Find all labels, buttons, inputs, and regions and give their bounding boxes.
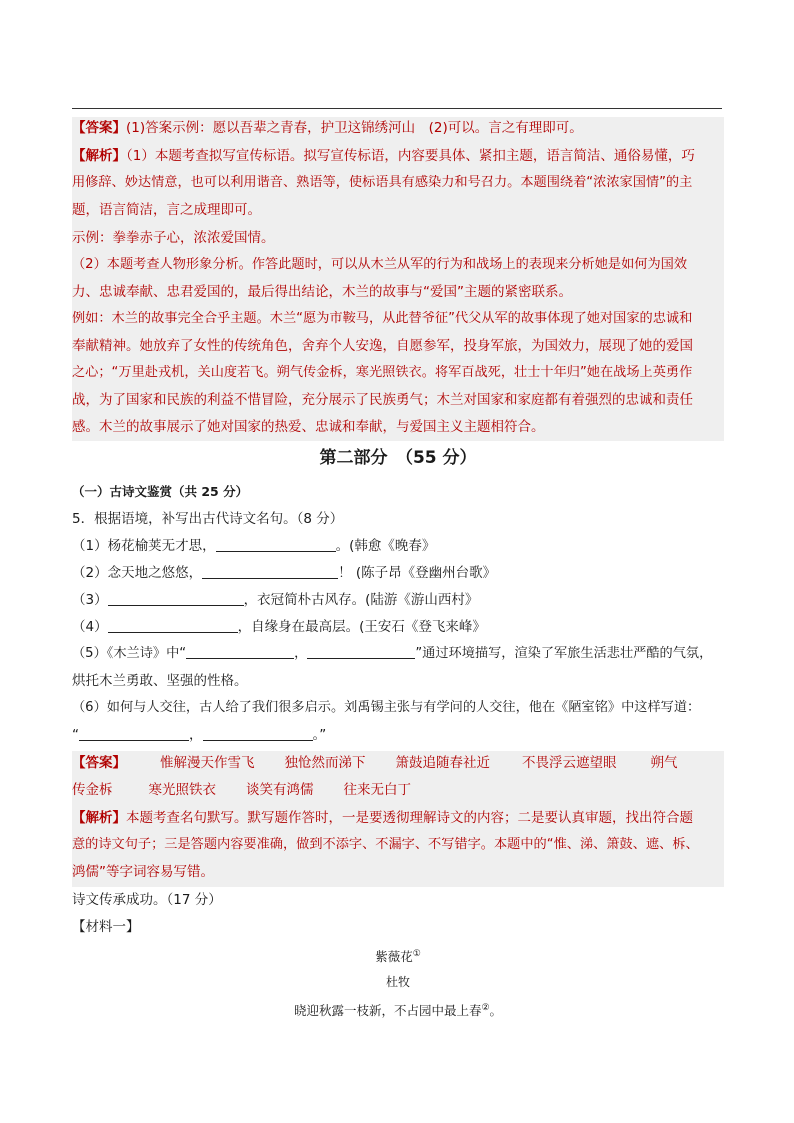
q5-item-6-line-2 bbox=[72, 725, 326, 745]
answer-2-item: 谈笑有鸿儒 bbox=[246, 782, 314, 798]
analysis-1-line-6: 例如：木兰的故事完全合乎主题。木兰“愿为市鞍马，从此替爷征”代父从军的故事体现了她对国家的忠诚和 bbox=[72, 311, 693, 326]
q5-item-4-pre: （4） bbox=[72, 619, 108, 635]
analysis-1-line-2: 题，语言简洁，言之成理即可。 bbox=[72, 202, 261, 218]
q5-item-6-mid: ， bbox=[189, 727, 203, 743]
analysis-2-text-0: 本题考查名句默写。默写题作答时，一是要透彻理解诗文的内容；二是要认真审题，找出符合题 bbox=[126, 810, 693, 826]
poem-line-1-end: 。 bbox=[489, 1003, 503, 1019]
answer-1-text: (1)答案示例：愿以吾辈之青春，护卫这锦绣河山 (2)可以。言之有理即可。 bbox=[126, 120, 583, 136]
q5-item-3-pre: （3） bbox=[72, 592, 108, 608]
answer-blank[interactable] bbox=[108, 591, 244, 606]
analysis-2-line-2: 鸿儒”等字词容易写错。 bbox=[72, 864, 214, 880]
poem-line-1-text: 晓迎秋露一枝新，不占园中最上春 bbox=[293, 1003, 482, 1019]
answer-2-row-2 bbox=[72, 780, 411, 800]
question-5-stem: 5．根据语境，补写出古代诗文名句。（8 分） bbox=[72, 511, 344, 527]
answer-2-item: 寒光照铁衣 bbox=[148, 782, 216, 798]
question-6-stem: 诗文传承成功。（17 分） bbox=[72, 892, 222, 908]
q5-item-6-open: “ bbox=[72, 727, 79, 743]
q5-item-6-close: 。” bbox=[312, 727, 327, 743]
answer-blank[interactable] bbox=[108, 618, 238, 633]
answer-2-item: 不畏浮云遮望眼 bbox=[522, 755, 617, 771]
q5-item-1-pre: （1）杨花榆荚无才思， bbox=[72, 538, 216, 554]
answer-1 bbox=[72, 118, 583, 138]
analysis-1-line-8: 之心；“万里赴戎机，关山度若飞。朔气传金柝，寒光照铁衣。将军百战死，壮士十年归”她在战场上英勇作 bbox=[72, 365, 693, 380]
analysis-1-line-5: 力、忠诚奉献、忠君爱国的，最后得出结论，木兰的故事与“爱国”主题的紧密联系。 bbox=[72, 284, 572, 300]
q5-item-2-post: ！ (陈子昂《登幽州台歌》 bbox=[338, 565, 497, 581]
top-divider bbox=[72, 108, 722, 109]
poem-line-1 bbox=[72, 998, 724, 1021]
q5-item-4-post: ，自缘身在最高层。(王安石《登飞来峰》 bbox=[237, 619, 486, 635]
answer-2-row-1 bbox=[72, 753, 678, 773]
answer-blank[interactable] bbox=[203, 726, 313, 741]
q5-item-3 bbox=[72, 590, 478, 610]
material-1-label: 【材料一】 bbox=[72, 919, 140, 935]
answer-blank[interactable] bbox=[186, 644, 294, 659]
analysis-tag: 【解析】 bbox=[72, 810, 126, 826]
answer-2-item: 朔气 bbox=[650, 755, 678, 771]
analysis-1-line-10: 感。木兰的故事展示了她对国家的热爱、忠诚和奉献，与爱国主义主题相符合。 bbox=[72, 419, 545, 435]
q5-item-3-post: ，衣冠简朴古风存。(陆游《游山西村》 bbox=[243, 592, 479, 608]
q5-item-1-post: 。(韩愈《晚春》 bbox=[335, 538, 436, 554]
analysis-1-line-9: 战，为了国家和民族的利益不惜冒险，充分展示了民族勇气；木兰对国家和家庭都有着强烈的忠诚和责任 bbox=[72, 392, 693, 408]
analysis-1-line-1: 用修辞、妙达情意，也可以利用谐音、熟语等，使标语具有感染力和号召力。本题围绕着“浓浓家国情”的主 bbox=[72, 175, 693, 190]
q5-item-5-post: ”通过环境描写，渲染了军旅生活悲壮严酷的气氛， bbox=[415, 646, 713, 661]
poem-author: 杜牧 bbox=[385, 975, 410, 989]
analysis-1-line-0 bbox=[72, 146, 695, 166]
analysis-tag: 【解析】 bbox=[72, 148, 126, 164]
q5-item-5-mid: ， bbox=[294, 646, 308, 661]
answer-2-item: 箫鼓追随春社近 bbox=[395, 755, 490, 771]
analysis-1-line-3: 示例：拳拳赤子心，浓浓爱国情。 bbox=[72, 230, 275, 246]
footnote-mark: ① bbox=[412, 949, 421, 959]
analysis-2-line-1: 意的诗文句子；三是答题内容要准确，做到不添字、不漏字、不写错字。本题中的“惟、涕、箫鼓、遮、柝、 bbox=[72, 837, 699, 852]
analysis-1-text-0: （1）本题考查拟写宣传标语。拟写宣传标语，内容要具体、紧扣主题，语言简洁、通俗易懂，巧 bbox=[126, 148, 695, 164]
answer-2-item: 惟解漫天作雪飞 bbox=[160, 755, 255, 771]
answer-2-item: 独怆然而涕下 bbox=[284, 755, 366, 771]
answer-tag: 【答案】 bbox=[72, 120, 126, 136]
analysis-1-line-7: 奉献精神。她放弃了女性的传统角色，舍弃个人安逸，自愿参军，投身军旅，为国效力，展现了她的爱国 bbox=[72, 338, 693, 354]
q5-item-6: （6）如何与人交往，古人给了我们很多启示。刘禹锡主张与有学问的人交往，他在《陋室铭》中这样写道： bbox=[72, 700, 701, 715]
analysis-2-line-0 bbox=[72, 808, 693, 828]
answer-blank[interactable] bbox=[307, 644, 415, 659]
q5-item-2-pre: （2）念天地之悠悠， bbox=[72, 565, 203, 581]
part-2-title: 第二部分 （55 分） bbox=[319, 448, 477, 468]
poem-title-text: 紫薇花 bbox=[375, 949, 413, 965]
section-1-title: （一）古诗文鉴赏（共 25 分） bbox=[72, 484, 249, 499]
answer-blank[interactable] bbox=[216, 537, 336, 552]
answer-blank[interactable] bbox=[79, 726, 189, 741]
poem-title bbox=[72, 944, 724, 967]
answer-tag: 【答案】 bbox=[72, 755, 126, 771]
analysis-1-line-4: （2）本题考查人物形象分析。作答此题时，可以从木兰从军的行为和战场上的表现来分析她是如何为国效 bbox=[72, 257, 688, 272]
q5-item-5-pre: （5）《木兰诗》中“ bbox=[72, 646, 187, 661]
footnote-mark: ② bbox=[481, 1003, 490, 1013]
q5-item-2 bbox=[72, 563, 496, 583]
answer-blank[interactable] bbox=[202, 564, 338, 579]
answer-2-item: 往来无白丁 bbox=[343, 782, 411, 798]
q5-item-4 bbox=[72, 617, 486, 637]
q5-item-5-line-2: 烘托木兰勇敢、坚强的性格。 bbox=[72, 673, 248, 689]
answer-2-item: 传金柝 bbox=[72, 782, 113, 798]
q5-item-1 bbox=[72, 536, 435, 556]
q5-item-5 bbox=[72, 644, 712, 664]
